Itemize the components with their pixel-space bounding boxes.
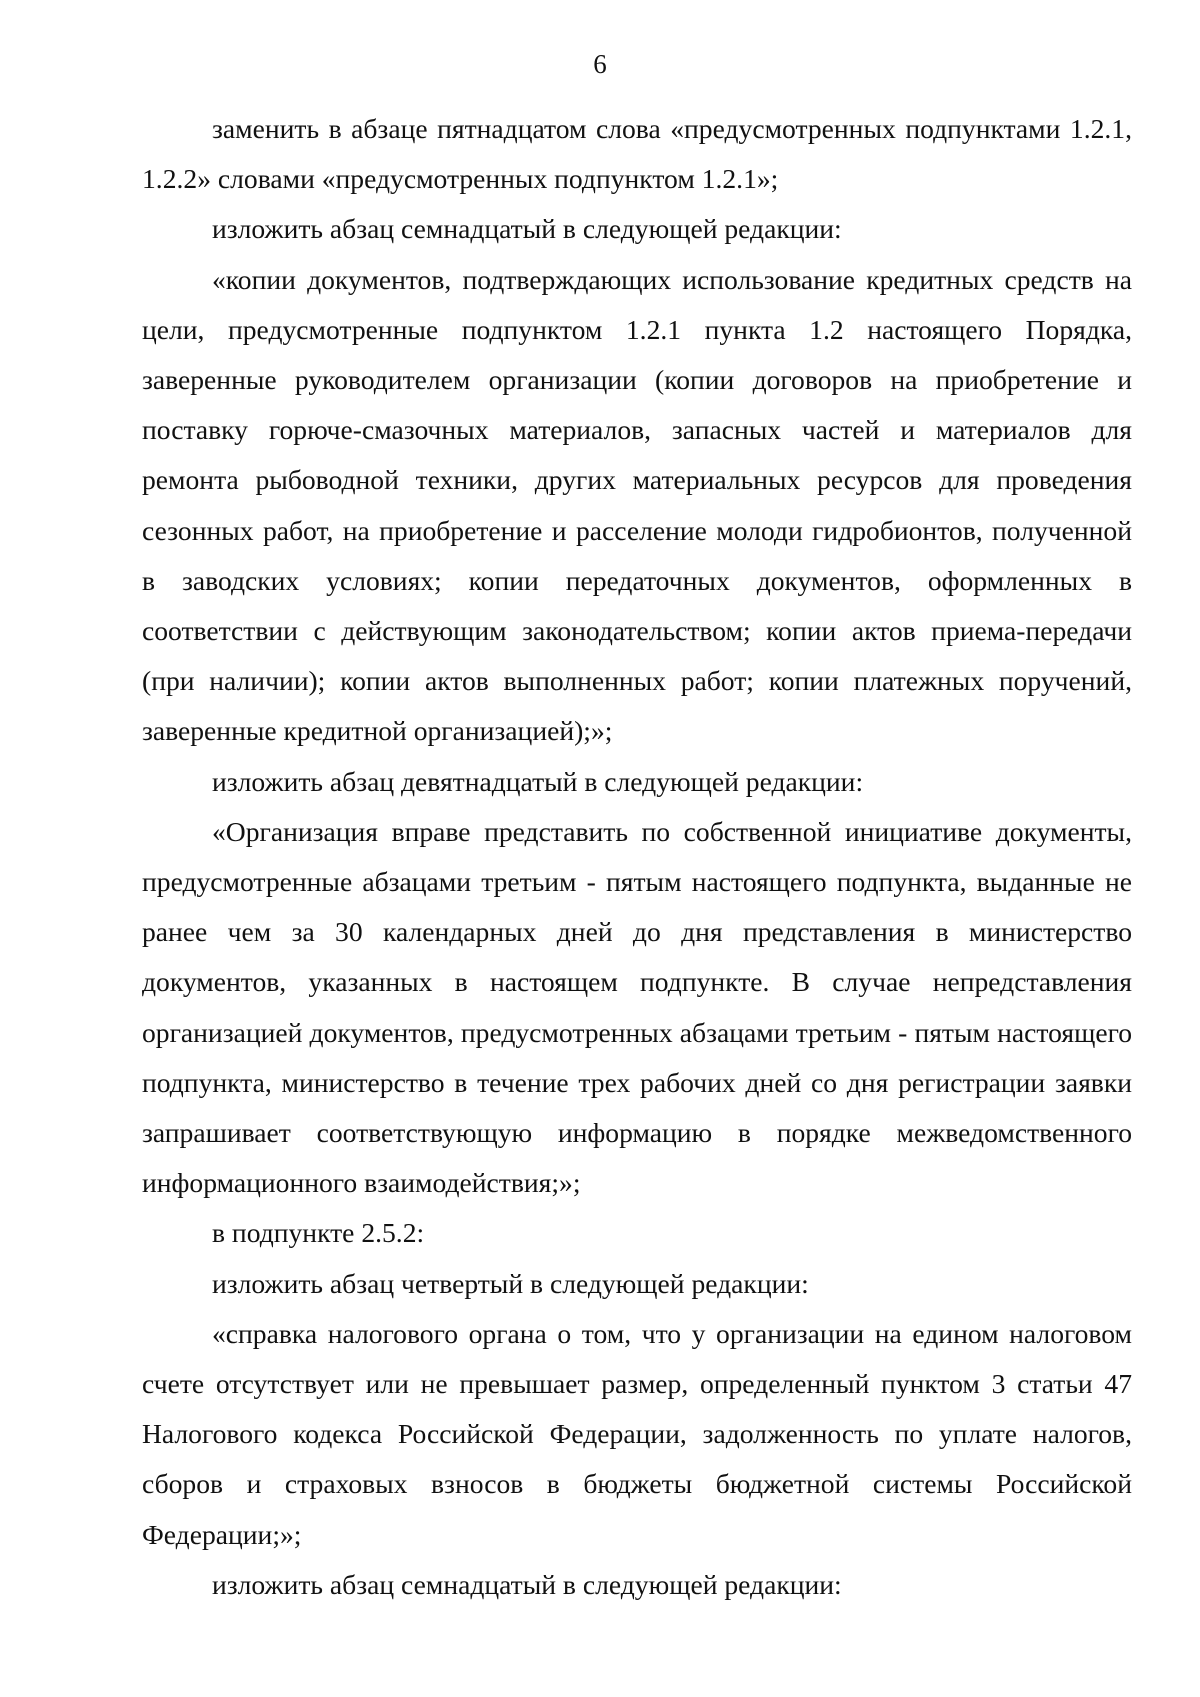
- page-number: 6: [593, 49, 607, 79]
- paragraph-instruction-seventeenth-2: изложить абзац семнадцатый в следующей редакции:: [212, 1568, 842, 1600]
- paragraph-tax-certificate: «справка налогового органа о том, что у организации на едином налоговом счете отсутствует или не превышает размер, определенный пунктом 3 статьи 47 Налогового кодекса Российской Федерации, задолженность по уплате налогов, сборов и страховых взносов в бюджеты бюджетной системы Российской Федерации;»;: [142, 1317, 1132, 1550]
- paragraph-replace-fifteenth: заменить в абзаце пятнадцатом слова «предусмотренных подпунктами 1.2.1, 1.2.2» словами «предусмотренных подпунктом 1.2.1»;: [142, 113, 1132, 195]
- paragraph-organization-right: «Организация вправе представить по собственной инициативе документы, предусмотренные абзацами третьим - пятым настоящего подпункта, выданные не ранее чем за 30 календарных дней до дня представления в министерство документов, указанных в настоящем подпункте. В случае непредставления организацией документов, предусмотренных абзацами третьим - пятым настоящего подпункта, министерство в течение трех рабочих дней со дня регистрации заявки запрашивает соответствующую информацию в порядке межведомственного информационного взаимодействия;»;: [142, 815, 1132, 1199]
- paragraph-instruction-seventeenth: изложить абзац семнадцатый в следующей редакции:: [212, 213, 842, 245]
- paragraph-copies-of-documents: «копии документов, подтверждающих использование кредитных средств на цели, предусмотренные подпунктом 1.2.1 пункта 1.2 настоящего Порядка, заверенные руководителем организации (копии договоров на приобретение и поставку горюче-смазочных материалов, запасных частей и материалов для ремонта рыбоводной техники, других материальных ресурсов для проведения сезонных работ, на приобретение и расселение молоди гидробионтов, полученной в заводских условиях; копии передаточных документов, оформленных в соответствии с действующим законодательством; копии актов приема-передачи (при наличии); копии актов выполненных работ; копии платежных поручений, заверенные кредитной организацией);»;: [142, 263, 1132, 747]
- document-body: [142, 104, 1132, 1610]
- paragraph-subclause-2-5-2: в подпункте 2.5.2:: [212, 1217, 425, 1249]
- paragraph-instruction-nineteenth: изложить абзац девятнадцатый в следующей редакции:: [212, 765, 864, 797]
- paragraph-instruction-fourth: изложить абзац четвертый в следующей редакции:: [212, 1267, 809, 1299]
